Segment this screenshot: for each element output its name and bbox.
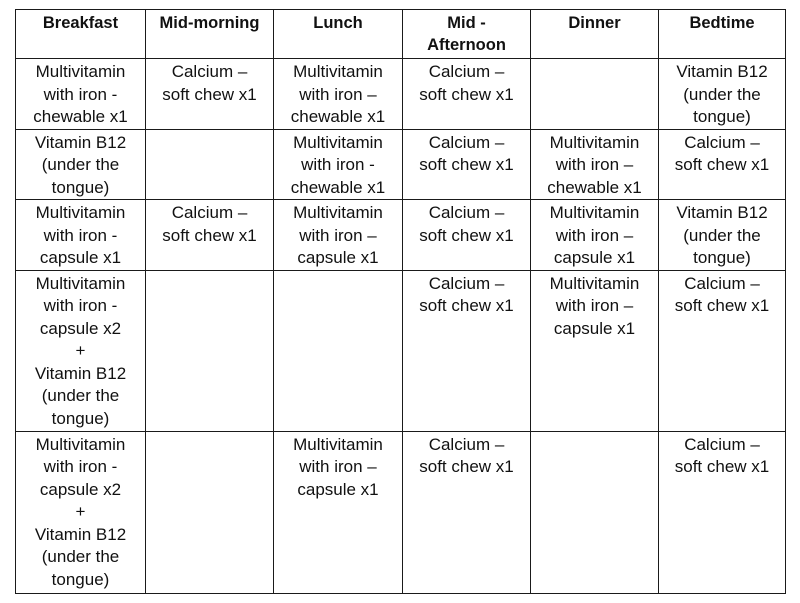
supplement-schedule-table [15,9,786,594]
cell-mid-afternoon: Calcium – soft chew x1 [403,270,531,431]
cell-bedtime: Vitamin B12 (under the tongue) [659,59,786,130]
cell-breakfast: Multivitamin with iron - chewable x1 [16,59,146,130]
cell-mid-afternoon: Calcium – soft chew x1 [403,431,531,593]
cell-breakfast: Vitamin B12 (under the tongue) [16,129,146,200]
cell-mid-morning [146,270,274,431]
cell-mid-afternoon: Calcium – soft chew x1 [403,59,531,130]
cell-bedtime: Calcium – soft chew x1 [659,431,786,593]
cell-breakfast: Multivitamin with iron - capsule x1 [16,200,146,271]
schedule-row [16,129,786,200]
cell-breakfast: Multivitamin with iron - capsule x2 + Vitamin B12 (under the tongue) [16,270,146,431]
header-bedtime: Bedtime [659,10,786,59]
header-dinner: Dinner [531,10,659,59]
cell-bedtime: Calcium – soft chew x1 [659,270,786,431]
header-breakfast: Breakfast [16,10,146,59]
cell-dinner: Multivitamin with iron – capsule x1 [531,200,659,271]
cell-mid-morning: Calcium – soft chew x1 [146,200,274,271]
cell-lunch: Multivitamin with iron - chewable x1 [274,129,403,200]
schedule-row [16,59,786,130]
cell-dinner: Multivitamin with iron – chewable x1 [531,129,659,200]
header-mid-morning: Mid-morning [146,10,274,59]
cell-lunch: Multivitamin with iron – capsule x1 [274,431,403,593]
cell-breakfast: Multivitamin with iron - capsule x2 + Vitamin B12 (under the tongue) [16,431,146,593]
header-mid-afternoon: Mid - Afternoon [403,10,531,59]
header-lunch: Lunch [274,10,403,59]
cell-dinner [531,59,659,130]
schedule-row [16,270,786,431]
cell-mid-afternoon: Calcium – soft chew x1 [403,200,531,271]
cell-bedtime: Vitamin B12 (under the tongue) [659,200,786,271]
header-row [16,10,786,59]
schedule-row [16,200,786,271]
schedule-row [16,431,786,593]
cell-lunch: Multivitamin with iron – chewable x1 [274,59,403,130]
cell-bedtime: Calcium – soft chew x1 [659,129,786,200]
cell-mid-morning [146,431,274,593]
cell-lunch: Multivitamin with iron – capsule x1 [274,200,403,271]
cell-dinner: Multivitamin with iron – capsule x1 [531,270,659,431]
cell-lunch [274,270,403,431]
cell-mid-morning [146,129,274,200]
cell-mid-afternoon: Calcium – soft chew x1 [403,129,531,200]
cell-dinner [531,431,659,593]
cell-mid-morning: Calcium – soft chew x1 [146,59,274,130]
